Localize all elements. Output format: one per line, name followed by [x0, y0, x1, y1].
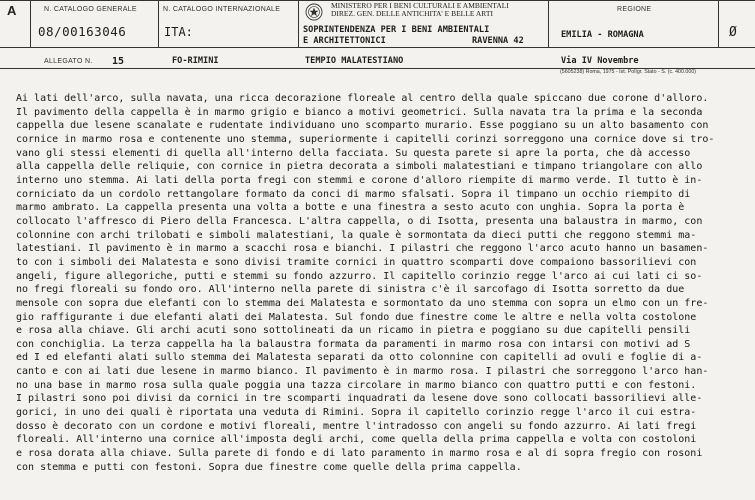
description-line: Il pavimento della cappella è in marmo grigio e bianco a motivi geometrici. Sulla navata tra la prima e la seconda — [16, 106, 703, 118]
description-line: floreali. All'interno una cornice all'imposta degli archi, come quella della prima cappella e volta con costoloni — [16, 434, 697, 446]
street-value: Via IV Novembre — [561, 56, 639, 66]
description-line: gorici, in uno dei quali è riportata una veduta di Rimini. Sopra il capitello corinzio regge l'arco il cui estra- — [16, 407, 697, 419]
catalogo-internazionale-value: ITA: — [164, 25, 193, 39]
description-line: I pilastri sono poi divisi da cornici in tre scomparti inquadrati da lesene dove sono collocati bassorilievi alle- — [16, 393, 703, 405]
ministry-heading — [331, 2, 509, 18]
regione-label: REGIONE — [617, 6, 652, 13]
description-line: canto e con ai lati due lesene in marmo bianco. Il pavimento è in marmo rosa. I pilastri che sorreggono l'arco han- — [16, 366, 709, 378]
col-divider-5 — [718, 0, 719, 47]
description-line: no fregi floreali su fondo oro. All'interno nella parete di sinistra c'è il sarcofago di Isotta sorretto da due — [16, 284, 685, 296]
ministry-line-1: MINISTERO PER I BENI CULTURALI E AMBIENTALI — [331, 1, 509, 10]
col-divider-3 — [298, 0, 299, 47]
description-line: Ai lati dell'arco, sulla navata, una ricca decorazione floreale al centro della quale spiccano due corone d'alloro. — [16, 93, 709, 104]
print-info: (5605238) Roma, 1975 - Ist. Polígr. Stato - S. (c. 400.000) — [560, 69, 697, 75]
description-line: e rosa alla chiave. Gli archi acuti sono sottolineati da un ricamo in pietra e poggiano su due capitelli pensili — [16, 325, 691, 337]
col-divider-1 — [30, 0, 31, 47]
description-line: gio raffigurante i due elefanti alati dei Malatesta. Sul fondo due finestre come le altre e nella volta costolone — [16, 311, 697, 323]
description-line: con conchiglia. La terza cappella ha la balaustra formata da paramenti in marmo rosa con intarsi con motivi ad S — [16, 338, 691, 350]
state-emblem-icon — [305, 3, 323, 21]
allegato-value: 15 — [112, 56, 125, 67]
description-line: e rosa dorata alla chiave. Sulla parete di fondo e di lato paramento in marmo rosa e al di sopra fregio con rosoni — [16, 448, 703, 460]
description-line: mensole con sopra due elefanti con lo stemma dei Malatesta e sormontato da uno stemma con sopra un elmo con un fre- — [16, 297, 709, 309]
allegato-label: ALLEGATO N. — [44, 58, 93, 65]
description-line: alla cappella delle reliquie, con cornice in pietra decorata a simboli malatestiani e timpano triangolare con allo — [16, 161, 703, 173]
soprintendenza-line-1: SOPRINTENDENZA PER I BENI AMBIENTALI — [303, 25, 490, 35]
description-line: con stemma e putti con festoni. Sopra due finestre come quelle della prima cappella. — [16, 461, 522, 473]
description-line: ed I ed elefanti alati sullo stemma dei Malatesta separati da otto colonnine con capitelli ad ovuli e foglie di a- — [16, 352, 703, 364]
monument-value: TEMPIO MALATESTIANO — [305, 56, 404, 66]
description-line: angeli, figure allegoriche, putti e stemmi su fondo azzurro. Il capitello corinzio regge l'arco ai cui lati ci so- — [16, 270, 703, 282]
regione-value: EMILIA - ROMAGNA — [561, 30, 644, 40]
soprintendenza-city: RAVENNA 42 — [472, 36, 524, 46]
header-row-divider — [0, 47, 755, 48]
col-divider-4 — [548, 0, 549, 47]
description-line: dosso è decorato con un cordone e motivi floreali, mentre l'intradosso con angeli su fondo azzurro. Ai lati fregi — [16, 420, 697, 432]
regione-mark: Ø — [729, 25, 737, 40]
description-line: cappella due lesene scanalate e rudentate individuano uno scomparto murario. Esse poggiano su un alto basamento con — [16, 120, 709, 132]
description-line: colonnine con archi trilobati e simboli malatestiani, la quale è sormontata da dieci putti che reggono stemmi ma- — [16, 229, 697, 241]
soprintendenza-line-2: E ARCHITETTONICI — [303, 36, 386, 46]
ministry-line-2: DIREZ. GEN. DELLE ANTICHITA' E BELLE ARTI — [331, 9, 493, 18]
col-divider-2 — [158, 0, 159, 47]
description-text — [16, 92, 751, 474]
location-value: FO-RIMINI — [172, 56, 219, 66]
catalogo-generale-value: 08/00163046 — [38, 24, 127, 39]
description-line: cornice in marmo rosa e contenente uno stemma, superiormente i capitelli corinzi sorreggono una cornice dove si tro- — [16, 133, 715, 145]
description-line: vano gli stessi elementi di quella all'interno della facciata. Su questa parete si apre la porta, che dà accesso — [16, 147, 691, 159]
description-line: marmo ambrato. La cappella presenta una volta a botte e una finestra a sesto acuto con unghia. Sopra la porta è — [16, 202, 685, 214]
description-line: corniciato da un cordolo rettangolare formato da conci di marmo sfalsati. Sopra il timpano un occhio riempito di — [16, 188, 691, 200]
description-line: interno uno stemma. Ai lati della porta fregi con stemmi e corone d'alloro riempite di marmo verde. Il tutto è in- — [16, 174, 703, 186]
description-line: no una base in marmo rosa sulla quale poggia una tazza circolare in marmo bianco con quattro putti e con festoni. — [16, 379, 697, 391]
corner-letter: A — [7, 3, 17, 18]
description-line: to con i simboli dei Malatesta e sono divisi tramite cornici in quattro scomparti dove compaiono bassorilievi con — [16, 256, 697, 268]
catalogo-internazionale-label: N. CATALOGO INTERNAZIONALE — [163, 6, 281, 13]
catalogo-generale-label: N. CATALOGO GENERALE — [44, 6, 137, 13]
description-line: collocato l'affresco di Piero della Francesca. L'altra cappella, o di Isotta, presenta una balaustra in marmo, con — [16, 215, 703, 227]
description-line: latestiani. Il pavimento è in marmo a scacchi rosa e bianchi. I pilastri che reggono l'arco acuto hanno un basamen- — [16, 243, 709, 255]
